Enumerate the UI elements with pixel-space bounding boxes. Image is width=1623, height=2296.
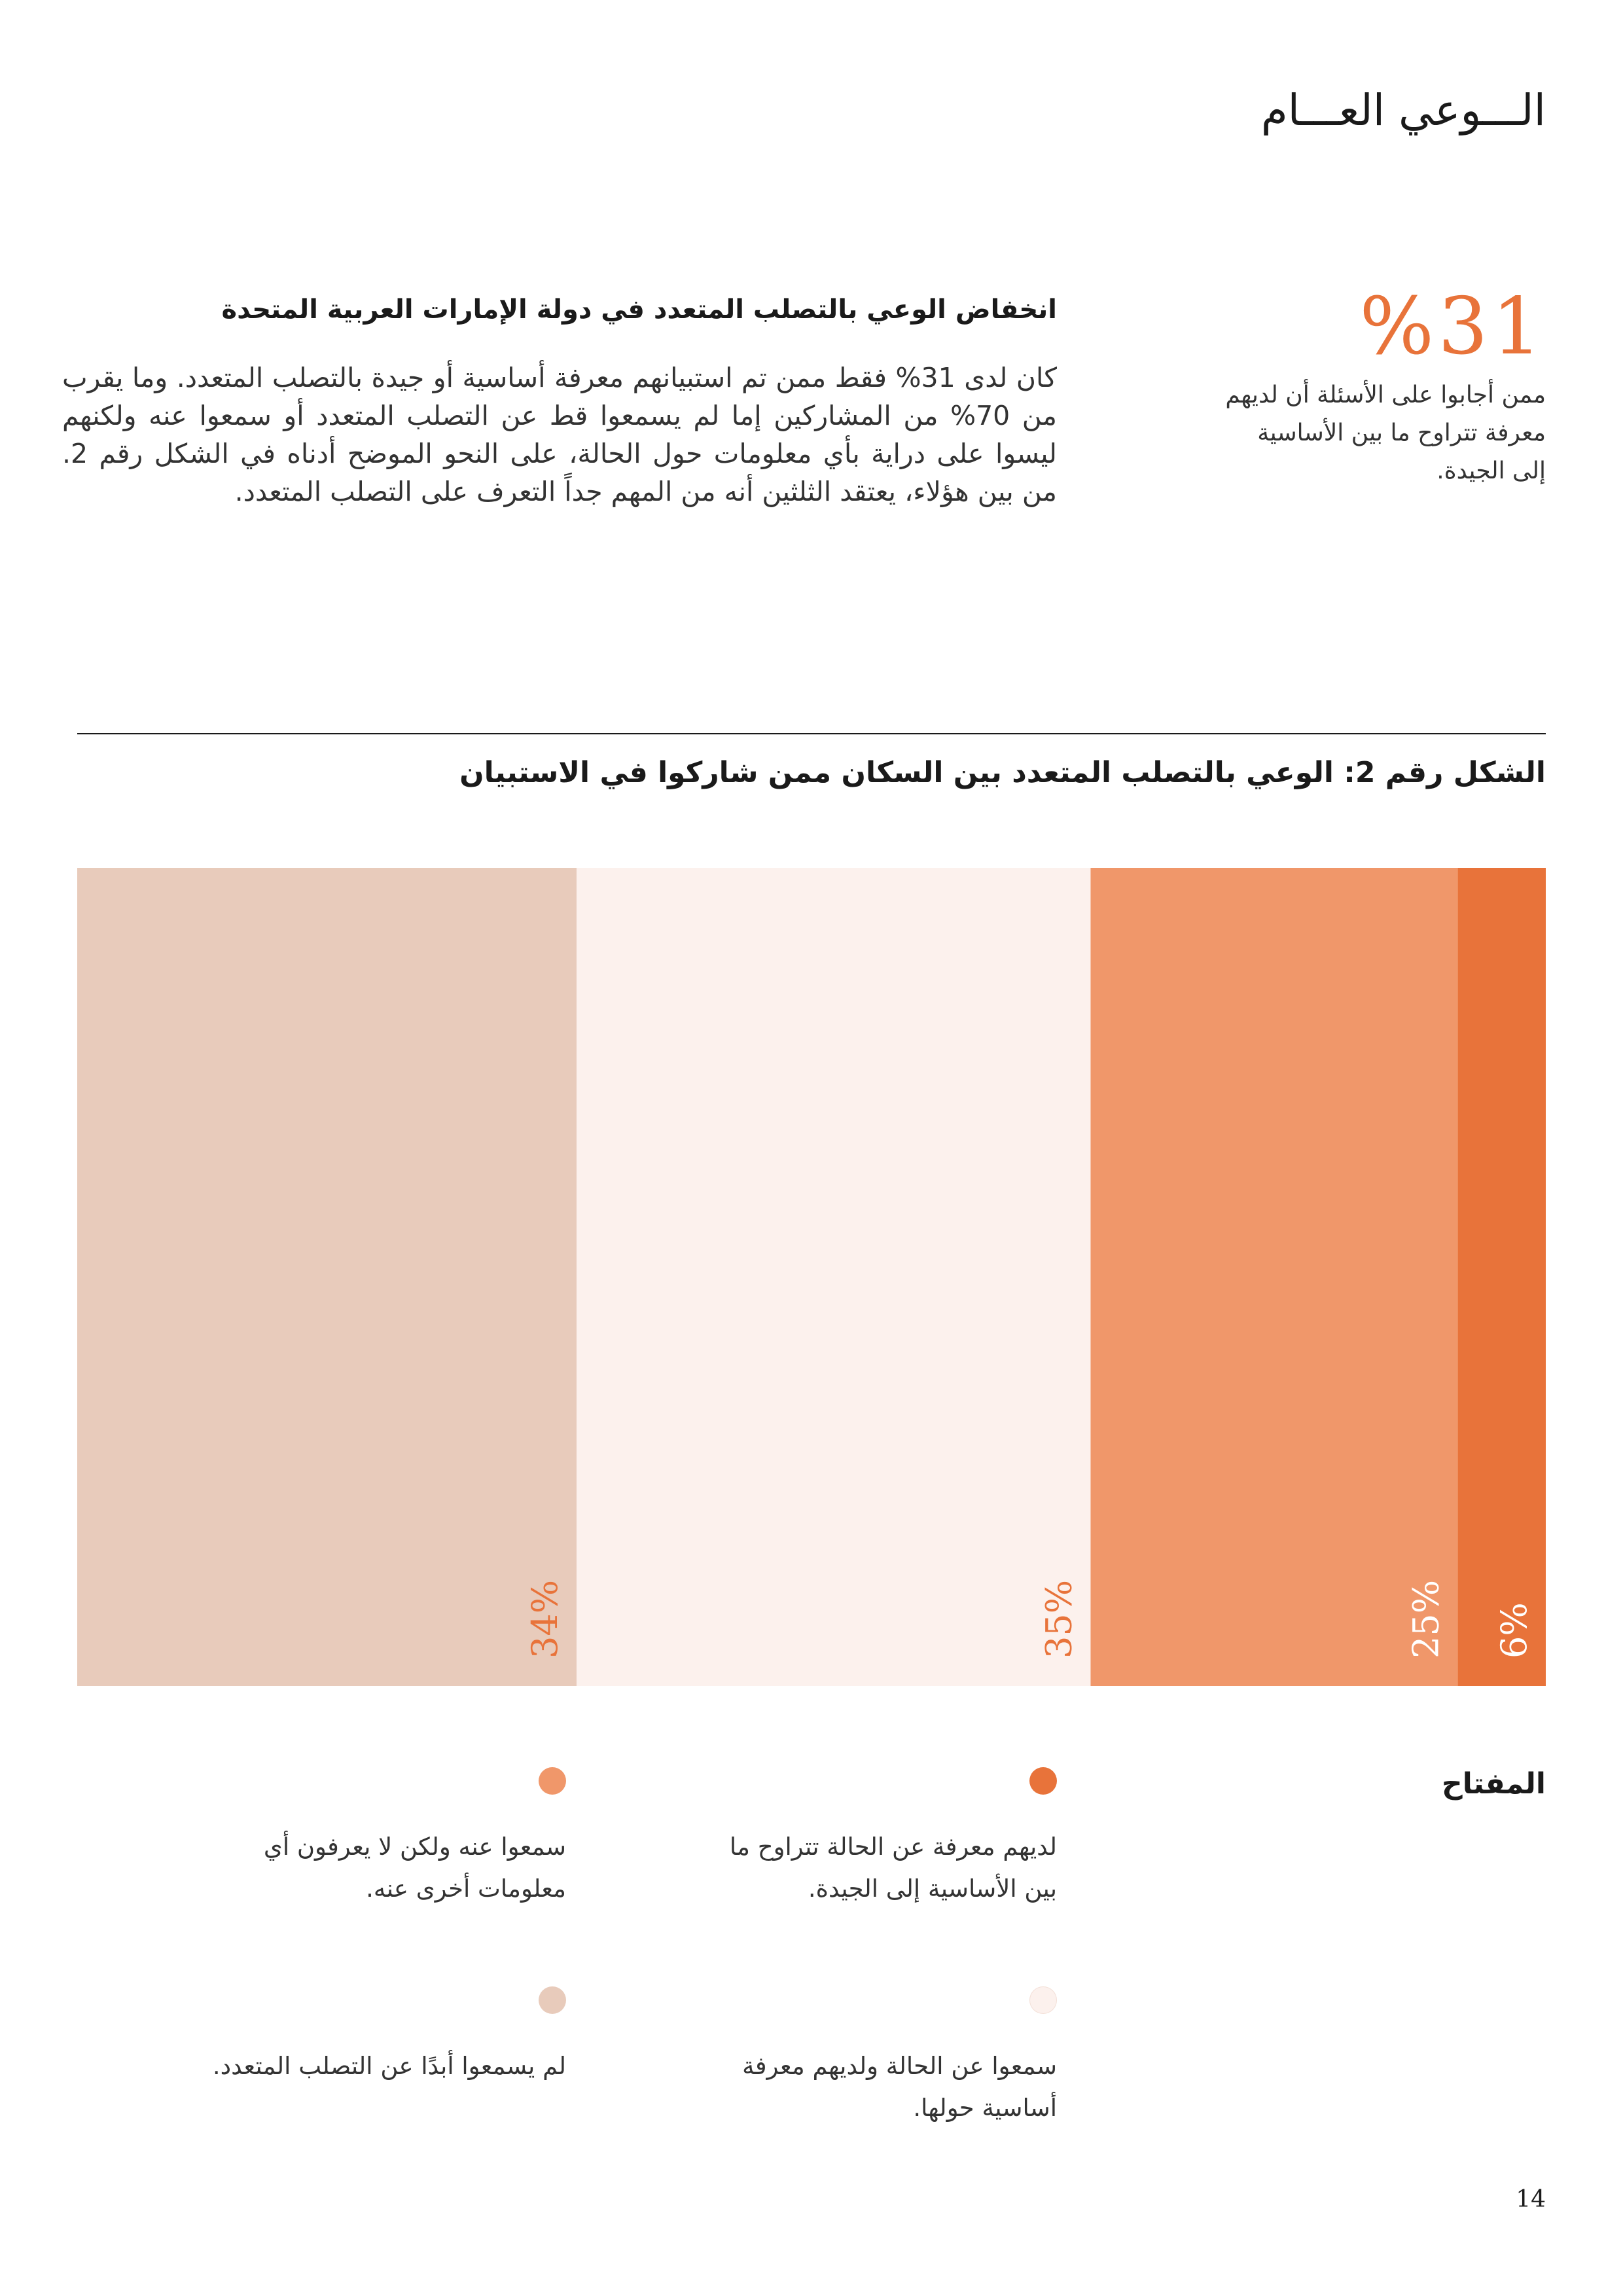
legend-label: سمعوا عنه ولكن لا يعرفون أي معلومات أخرى عنه. [263, 1833, 566, 1903]
page-number: 14 [1516, 2186, 1546, 2213]
legend-swatch [1029, 1986, 1057, 2014]
bar-segment-0 [1457, 868, 1546, 1686]
intro-heading: انخفاض الوعي بالتصلب المتعدد في دولة الإمارات العربية المتحدة [221, 295, 1057, 325]
legend-title: المفتاح [1442, 1767, 1546, 1801]
intro-paragraph: كان لدى 31% فقط ممن تم استبيانهم معرفة أساسية أو جيدة بالتصلب المتعدد. وما يقرب من 70% من المشاركين إما لم يسمعوا قط عن التصلب المتعدد أو سمعوا عنه ولكنهم ليسوا على دراية بأي معلومات حول الحالة، على النحو الموضح أدناه في الشكل رقم 2. من بين هؤلاء، يعتقد الثلثين أنه من المهم جداً التعرف على التصلب المتعدد. [62, 362, 1057, 507]
legend-label: لم يسمعوا أبدًا عن التصلب المتعدد. [212, 2052, 566, 2080]
bar-value-label: 25% [1405, 1579, 1447, 1659]
stacked-bar-chart [77, 868, 1546, 1686]
section-title: الـــوعي العـــام [1260, 85, 1546, 135]
legend-label: لديهم معرفة عن الحالة تتراوح ما بين الأساسية إلى الجيدة. [729, 1833, 1057, 1903]
section-divider [77, 733, 1546, 734]
legend-swatch [1029, 1767, 1057, 1795]
bar-value-label: 6% [1493, 1602, 1535, 1659]
figure-caption: الشكل رقم 2: الوعي بالتصلب المتعدد بين السكان ممن شاركوا في الاستبيان [459, 756, 1546, 789]
bar-segment-1 [1090, 868, 1457, 1686]
statistic-caption: ممن أجابوا على الأسئلة أن لديهم معرفة تتراوح ما بين الأساسية إلى الجيدة. [1225, 382, 1546, 484]
key-statistic: %31 [1359, 281, 1546, 372]
bar-segment-3 [77, 868, 577, 1686]
bar-value-label: 34% [524, 1579, 565, 1659]
legend-swatch [539, 1767, 566, 1795]
bar-value-label: 35% [1038, 1579, 1080, 1659]
legend-label: سمعوا عن الحالة ولديهم معرفة أساسية حولها. [742, 2052, 1057, 2122]
legend-swatch [539, 1986, 566, 2014]
bar-segment-2 [577, 868, 1090, 1686]
